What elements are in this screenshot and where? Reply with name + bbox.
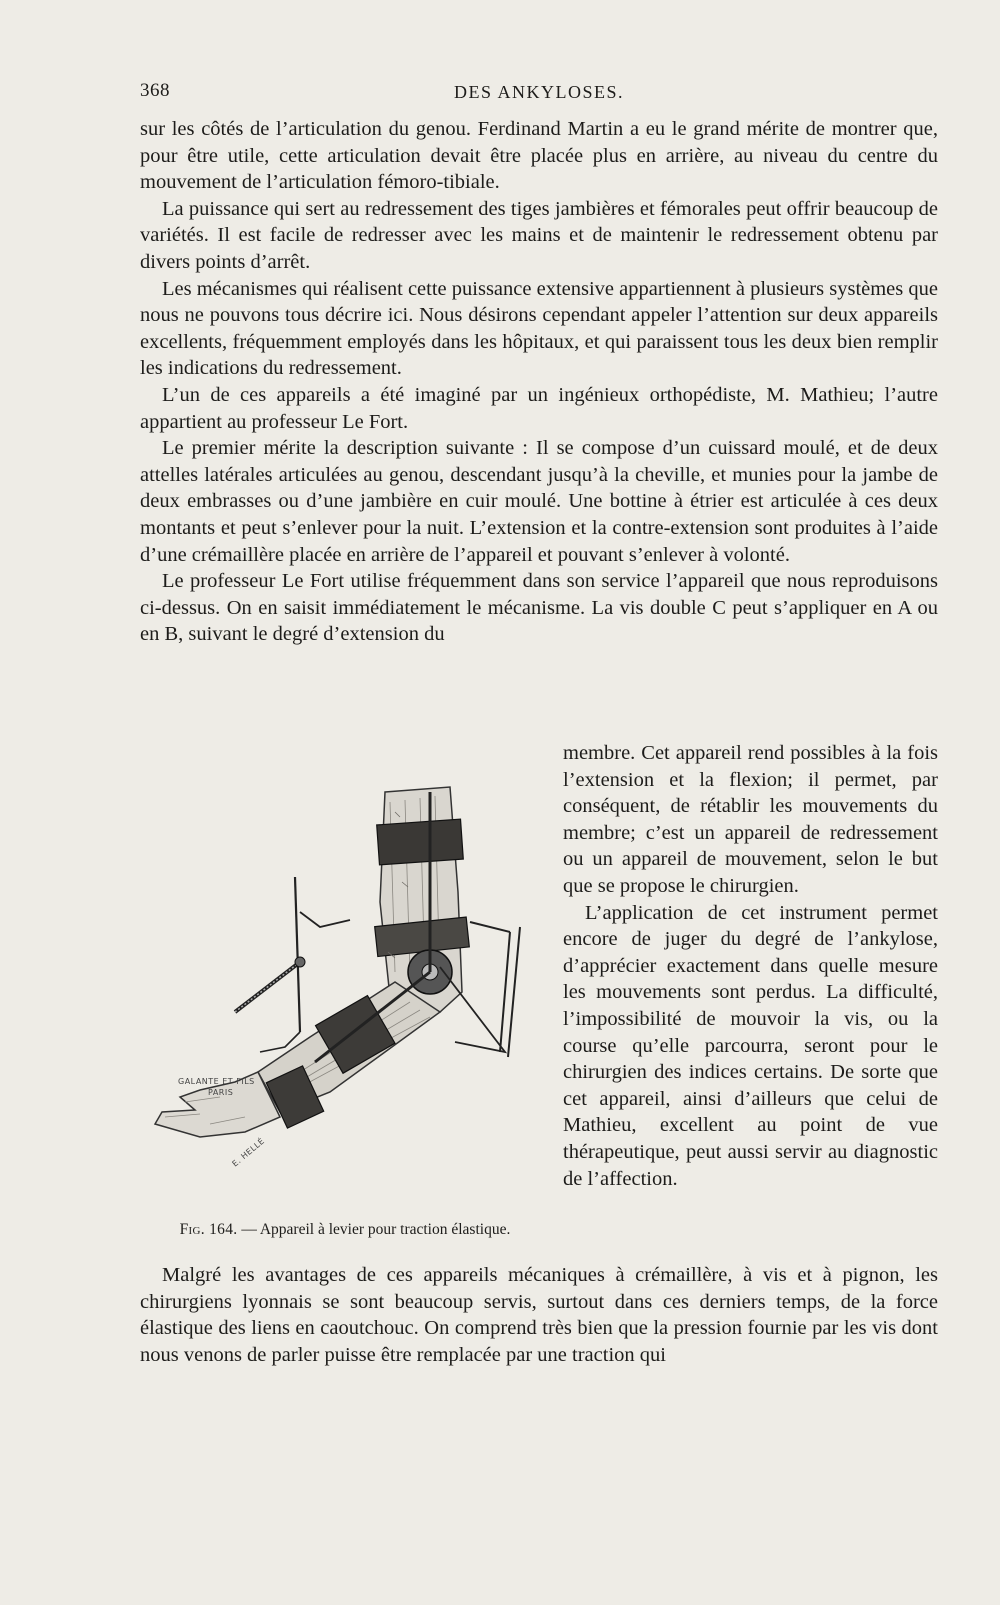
page-header — [140, 80, 938, 110]
figure-label: Fig. 164. — [179, 1221, 238, 1238]
figure-caption — [150, 1220, 540, 1239]
page-number: 368 — [140, 80, 170, 101]
body-text-top — [140, 116, 938, 648]
engraver-mark: PARIS — [208, 1088, 234, 1097]
engraver-mark: GALANTE ET FILS — [178, 1077, 255, 1086]
paragraph: L’un de ces appareils a été imaginé par un ingénieux orthopédiste, M. Mathieu; l’autre appartient au professeur Le Fort. — [140, 383, 938, 433]
paragraph: La puissance qui sert au redressement des tiges jambières et fémorales peut offrir beaucoup de variétés. Il est facile de redresser avec les mains et de maintenir le redressement obtenu par divers points d’arrêt. — [140, 197, 938, 273]
paragraph: Malgré les avantages de ces appareils mécaniques à crémaillère, à vis et à pignon, les chirurgiens lyonnais se sont beaucoup servis, surtout dans ces derniers temps, de la force élastique des liens en caoutchouc. On comprend très bien que la pression fournie par les vis dont nous venons de parler puisse être remplacée par une traction qui — [140, 1264, 938, 1366]
paragraph: L’application de cet instrument permet encore de juger du degré de l’ankylose, d’apprécier exactement dans quelle mesure les mouvements sont perdus. La difficulté, l’impossibilité de mouvoir la vis, ou la course qu’elle parcourra, seront pour le chirurgien des indices certains. De sorte que cet appareil, ainsi d’ailleurs que celui de Mathieu, excellent au point de vue thérapeutique, peut aussi servir au diagnostic de l’affection. — [563, 901, 938, 1190]
paragraph: sur les côtés de l’articulation du genou. Ferdinand Martin a eu le grand mérite de montrer que, pour être utile, cette articulation devait être placée plus en arrière, au niveau du centre du mouvement de l’articulation fémoro-tibiale. — [140, 118, 938, 194]
figure-caption-text: — Appareil à levier pour traction élastique. — [237, 1221, 511, 1238]
engraver-signature: E. HELLÉ — [230, 1136, 267, 1169]
paragraph: Le premier mérite la description suivante : Il se compose d’un cuissard moulé, et de deux attelles latérales articulées au genou, descendant jusqu’à la cheville, et munies pour la jambe de deux embrasses ou d’une jambière en cuir moulé. Une bottine à étrier est articulée à ces deux montants et peut s’enlever pour la nuit. L’extension et la contre-extension sont produites à l’aide d’une crémaillère placée en arrière de l’appareil et pouvant s’enlever à volonté. — [140, 437, 938, 566]
paragraph: membre. Cet appareil rend possibles à la fois l’extension et la flexion; il permet, par conséquent, de rétablir les mouvements du membre; c’est un appareil de redressement ou un appareil de mouvement, selon le but que se propose le chirurgien. — [563, 742, 938, 897]
body-text-bottom — [140, 1262, 938, 1368]
body-text-wrapped — [563, 740, 938, 1192]
running-title: DES ANKYLOSES. — [453, 82, 625, 102]
elbow-traction-apparatus-illustration — [140, 772, 540, 1212]
paragraph: Le professeur Le Fort utilise fréquemment dans son service l’appareil que nous reproduisons ci-dessus. On en saisit immédiatement le mécanisme. La vis double C peut s’appliquer en A ou en B, suivant le degré d’extension du — [140, 570, 938, 646]
figure-164 — [140, 772, 540, 1262]
paragraph: Les mécanismes qui réalisent cette puissance extensive appartiennent à plusieurs systèmes que nous ne pouvons tous décrire ici. Nous désirons cependant appeler l’attention sur deux appareils excellents, fréquemment employés dans les hôpitaux, et qui paraissent tous les deux bien remplir les indications du redressement. — [140, 277, 938, 380]
